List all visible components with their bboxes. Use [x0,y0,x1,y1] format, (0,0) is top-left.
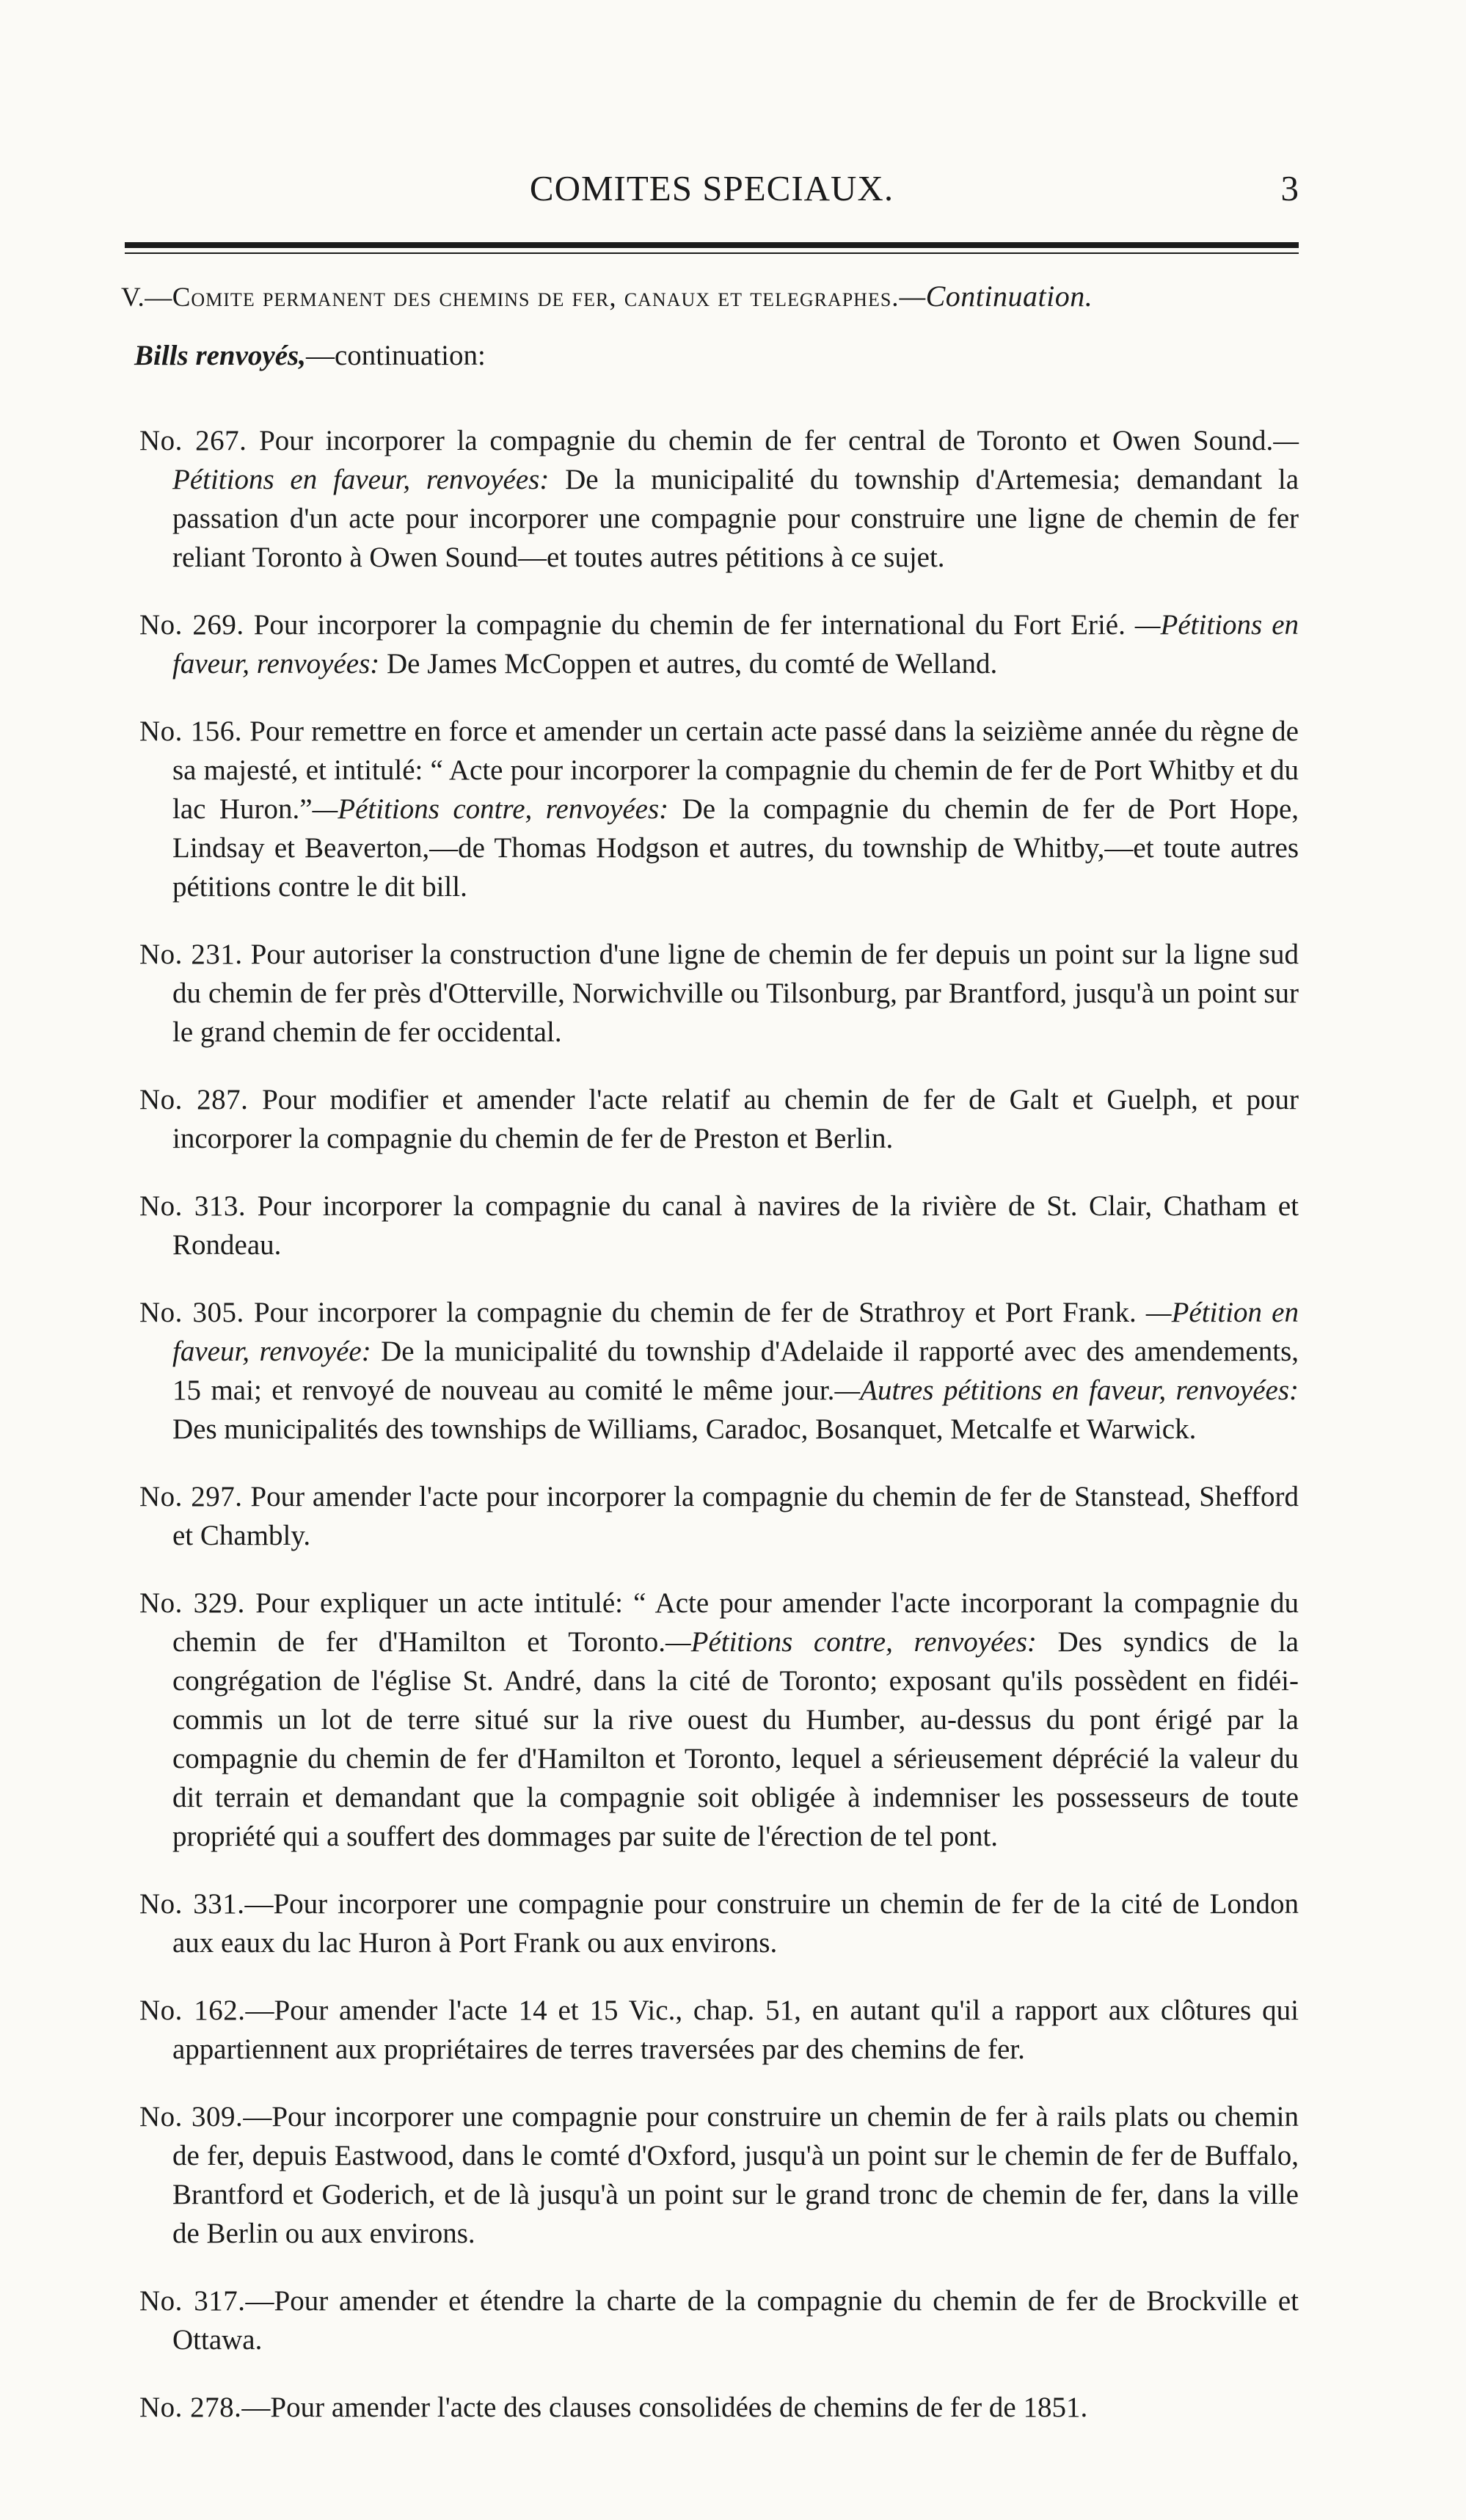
header-rule-thick [125,242,1299,248]
bill-item [139,1187,1299,1264]
bill-item [139,2097,1299,2253]
bill-item [139,1080,1299,1158]
bill-petitions: —Pétitions contre, renvoyées: [312,793,669,825]
bill-text: —Pour incorporer une compagnie pour construire un chemin de fer à rails plats ou chemin de fer, depuis Eastwood, dans le comté d'Oxford, jusqu'à un point sur le chemin de fer de Buffalo, Brantford et Goderich, et de là jusqu'à un point sur le grand tronc de chemin de fer, dans la ville de Berlin ou aux environs. [172,2101,1299,2249]
running-title: COMITES SPECIAUX. [529,168,894,208]
bill-item [139,712,1299,906]
bill-item [139,935,1299,1052]
bill-number: No. 156. [139,715,242,747]
bill-text: Pour incorporer la compagnie du chemin de fer central de Toronto et Owen Sound. [247,425,1274,456]
bill-text-2: De la municipalité du township d'Artemesia; demandant la passation d'un acte pour incorporer une compagnie pour construire une ligne de chemin de fer reliant Toronto à Owen Sound—et toutes autres pétitions à ce sujet. [172,464,1299,573]
bill-petitions: —Pétitions en faveur, renvoyées: [172,425,1299,495]
bill-item [139,605,1299,683]
bill-number: No. 317. [139,2285,246,2317]
page-number: 3 [1280,168,1299,208]
bill-number: No. 162. [139,1995,246,2026]
subheading-italic: Bills renvoyés, [134,340,306,371]
bill-number: No. 305. [139,1297,244,1328]
bill-petitions: —Pétitions contre, renvoyées: [665,1626,1037,1658]
bill-text: —Pour amender l'acte 14 et 15 Vic., chap. 51, en autant qu'il a rapport aux clôtures qui appartiennent aux propriétaires de terres traversées par des chemins de fer. [172,1995,1299,2065]
bill-number: No. 329. [139,1587,245,1619]
bill-text-2: Des syndics de la congrégation de l'église St. André, dans la cité de Toronto; exposant qu'ils possèdent en fidéi-commis un lot de terre situé sur la rive ouest du Humber, au-dessus du pont érigé par la compagnie du chemin de fer d'Hamilton et Toronto, lequel a sérieusement déprécié la valeur du dit terrain et demandant que la compagnie soit obligée à indemniser les possesseurs de toute propriété qui a souffert des dommages par suite de l'érection de tel pont. [172,1626,1299,1852]
bill-item [139,1991,1299,2069]
bill-item [139,1584,1299,1856]
bill-text: Pour remettre en force et amender un certain acte passé dans la seizième année du règne de sa majesté, et intitulé: “ Acte pour incorporer la compagnie du chemin de fer de Port Whitby et du lac Huron.” [172,715,1299,825]
header-rule-thin [125,252,1299,254]
subheading [134,339,486,372]
bill-number: No. 309. [139,2101,244,2133]
bill-number: No. 287. [139,1084,249,1115]
bill-number: No. 231. [139,939,243,970]
section-heading [121,279,1093,313]
bill-number: No. 278. [139,2392,242,2423]
bill-item [139,1293,1299,1449]
bill-number: No. 331. [139,1888,245,1920]
bill-text: Pour modifier et amender l'acte relatif au chemin de fer de Galt et Guelph, et pour incorporer la compagnie du chemin de fer de Preston et Berlin. [172,1084,1299,1154]
bill-text: Pour autoriser la construction d'une ligne de chemin de fer depuis un point sur la ligne sud du chemin de fer près d'Otterville, Norwichville ou Tilsonburg, par Brantford, jusqu'à un point sur le grand chemin de fer occidental. [172,939,1299,1048]
bill-text: Pour incorporer la compagnie du chemin de fer international du Fort Erié. [244,609,1126,641]
bill-petitions-2: —Autres pétitions en faveur, renvoyées: [834,1374,1299,1406]
bill-text: —Pour amender l'acte des clauses consolidées de chemins de fer de 1851. [241,2392,1088,2423]
bill-item [139,1884,1299,1962]
bill-petitions: —Pétition en faveur, renvoyée: [172,1297,1299,1367]
bill-number: No. 269. [139,609,244,641]
bill-item [139,421,1299,577]
bill-text: —Pour amender et étendre la charte de la compagnie du chemin de fer de Brockville et Ottawa. [172,2285,1299,2356]
subheading-rest: —continuation: [305,340,486,371]
section-prefix: V.— [121,283,172,313]
bill-text-2: De la compagnie du chemin de fer de Port Hope, Lindsay et Beaverton,—de Thomas Hodgson et autres, du township de Whitby,—et toute autres pétitions contre le dit bill. [172,793,1299,903]
bill-number: No. 267. [139,425,247,456]
bill-number: No. 313. [139,1190,247,1222]
page-header [125,163,1299,214]
section-continuation: —Continuation. [899,280,1093,313]
bill-text: Pour amender l'acte pour incorporer la compagnie du chemin de fer de Stanstead, Shefford et Chambly. [172,1481,1299,1551]
bill-item [139,2388,1299,2427]
bill-text: Pour expliquer un acte intitulé: “ Acte pour amender l'acte incorporant la compagnie du chemin de fer d'Hamilton et Toronto. [172,1587,1299,1658]
bill-petitions: —Pétitions en faveur, renvoyées: [172,609,1299,680]
bill-text-2: De la municipalité du township d'Adelaide il rapporté avec des amendements, 15 mai; et renvoyé de nouveau au comité le même jour. [172,1336,1299,1406]
bill-list [139,393,1299,2433]
bill-item [139,2282,1299,2359]
bill-text: —Pour incorporer une compagnie pour construire un chemin de fer de la cité de London aux eaux du lac Huron à Port Frank ou aux environs. [172,1888,1299,1959]
bill-text: Pour incorporer la compagnie du chemin de fer de Strathroy et Port Frank. [244,1297,1137,1328]
bill-text-3: Des municipalités des townships de Williams, Caradoc, Bosanquet, Metcalfe et Warwick. [172,1413,1197,1445]
bill-text: Pour incorporer la compagnie du canal à navires de la rivière de St. Clair, Chatham et Rondeau. [172,1190,1299,1261]
bill-number: No. 297. [139,1481,243,1512]
section-title: Comite permanent des chemins de fer, canaux et telegraphes. [172,283,900,313]
bill-item [139,1477,1299,1555]
bill-text-2: De James McCoppen et autres, du comté de Welland. [379,648,998,680]
